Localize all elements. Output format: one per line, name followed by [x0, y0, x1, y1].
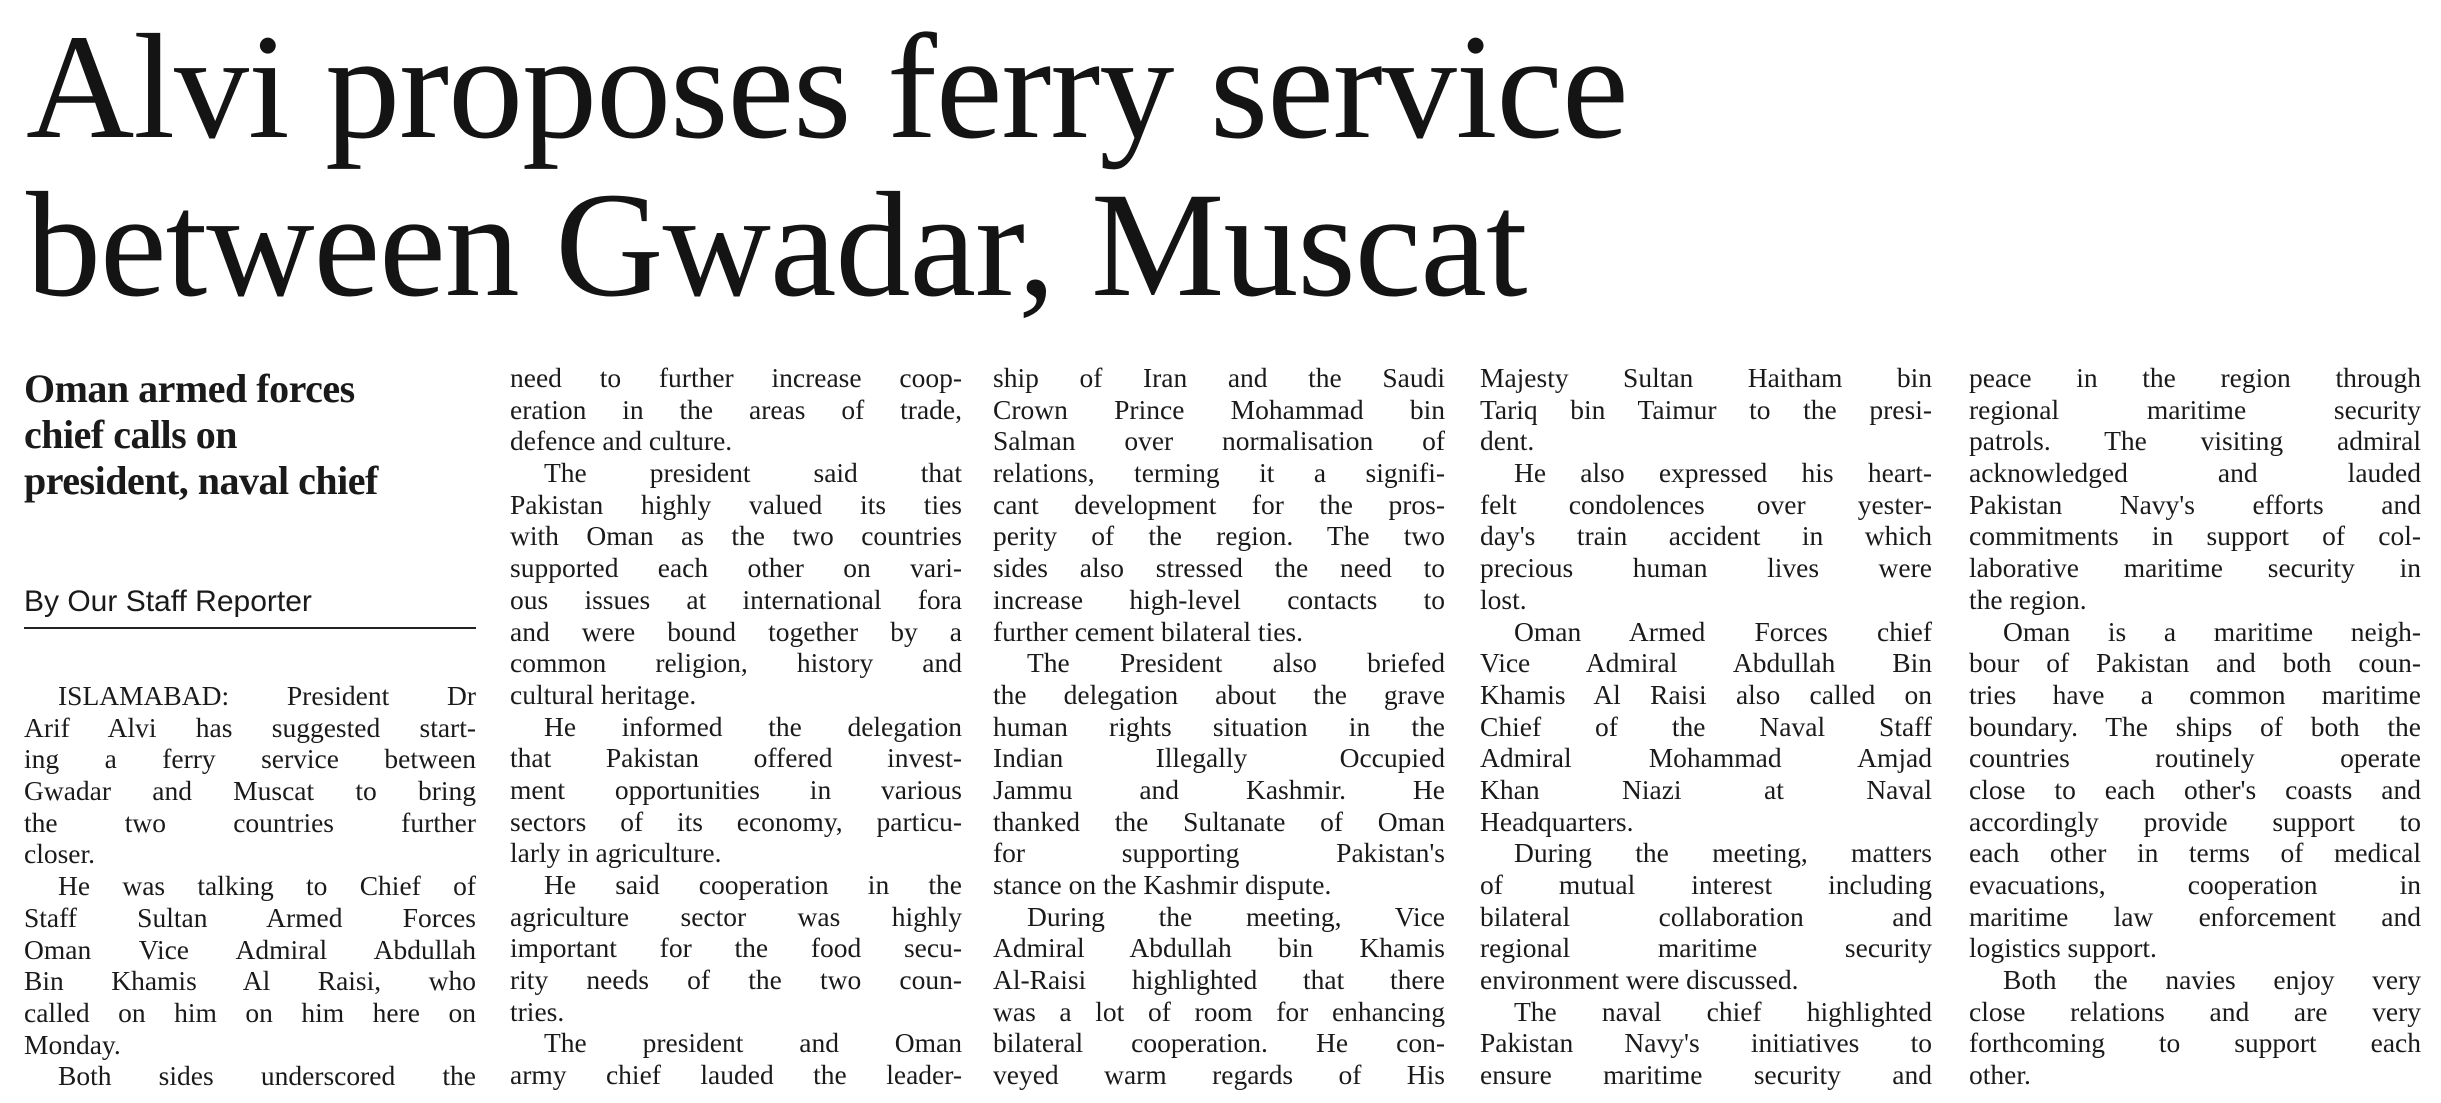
text-line: other.	[1969, 1059, 2031, 1091]
article-paragraph	[993, 362, 1445, 647]
text-line: ensure maritime security and	[1480, 1059, 1932, 1091]
article-column-5	[1969, 362, 2421, 1091]
byline: By Our Staff Reporter	[24, 585, 312, 618]
text-line: Khan Niazi at Naval	[1480, 773, 1932, 805]
text-line: He informed the delegation	[544, 710, 962, 742]
text-line: ISLAMABAD: President Dr	[58, 680, 476, 711]
text-line: Bin Khamis Al Raisi, who	[24, 965, 476, 997]
text-line: ing a ferry service between	[24, 743, 476, 775]
text-line: commitments in support of col-	[1969, 520, 2421, 552]
text-line: each other in terms of medical	[1969, 837, 2421, 869]
text-line: Gwadar and Muscat to bring	[24, 775, 476, 807]
text-line: regional maritime security	[1969, 393, 2421, 425]
text-line: close relations and are very	[1969, 995, 2421, 1027]
article-paragraph	[510, 362, 962, 457]
byline-divider	[24, 627, 476, 629]
text-line: need to further increase coop-	[510, 362, 962, 393]
text-line: stance on the Kashmir dispute.	[993, 869, 1332, 900]
text-line: for supporting Pakistan's	[993, 837, 1445, 869]
subheadline-line: Oman armed forces	[24, 366, 355, 411]
article-column-2	[510, 362, 962, 1091]
text-line: Salman over normalisation of	[993, 425, 1445, 457]
text-line: He also expressed his heart-	[1514, 457, 1932, 489]
text-line: maritime law enforcement and	[1969, 900, 2421, 932]
text-line: and were bound together by a	[510, 615, 962, 647]
subheadline-line: president, naval chief	[24, 458, 378, 503]
text-line: Arif Alvi has suggested start-	[24, 711, 476, 743]
text-line: Indian Illegally Occupied	[993, 742, 1445, 774]
text-line: dent.	[1480, 425, 1535, 457]
text-line: Tariq bin Taimur to the presi-	[1480, 393, 1932, 425]
text-line: was a lot of room for enhancing	[993, 995, 1445, 1027]
text-line: Admiral Mohammad Amjad	[1480, 742, 1932, 774]
headline-line: between Gwadar, Muscat	[26, 162, 1527, 328]
text-line: the two countries further	[24, 806, 476, 838]
text-line: perity of the region. The two	[993, 520, 1445, 552]
text-line: supported each other on vari-	[510, 552, 962, 584]
article-paragraph	[510, 1027, 962, 1090]
text-line: tries.	[510, 995, 565, 1027]
text-line: called on him on him here on	[24, 996, 476, 1028]
text-line: Pakistan highly valued its ties	[510, 488, 962, 520]
text-line: increase high-level contacts to	[993, 583, 1445, 615]
text-line: laborative maritime security in	[1969, 552, 2421, 584]
article-paragraph	[1969, 616, 2421, 965]
text-line: boundary. The ships of both the	[1969, 710, 2421, 742]
text-line: The President also briefed	[1027, 647, 1445, 679]
text-line: veyed warm regards of His	[993, 1059, 1445, 1091]
text-line: Both the navies enjoy very	[2003, 964, 2421, 996]
text-line: Both sides underscored the	[58, 1060, 476, 1092]
text-line: tries have a common maritime	[1969, 678, 2421, 710]
text-line: bilateral collaboration and	[1480, 900, 1932, 932]
text-line: sides also stressed the need to	[993, 552, 1445, 584]
article-paragraph	[1480, 362, 1932, 457]
article-paragraph	[1480, 616, 1932, 838]
text-line: rity needs of the two coun-	[510, 964, 962, 996]
text-line: the region.	[1969, 583, 2087, 615]
text-line: Headquarters.	[1480, 805, 1634, 837]
text-line: Chief of the Naval Staff	[1480, 710, 1932, 742]
text-line: important for the food secu-	[510, 932, 962, 964]
article-paragraph	[993, 901, 1445, 1091]
text-line: sectors of its economy, particu-	[510, 805, 962, 837]
text-line: lost.	[1480, 583, 1527, 615]
article-column-1	[24, 680, 476, 1092]
article-column-4	[1480, 362, 1932, 1091]
text-line: closer.	[24, 838, 96, 870]
text-line: precious human lives were	[1480, 552, 1932, 584]
article-paragraph	[993, 647, 1445, 901]
article-paragraph	[1480, 457, 1932, 615]
article-paragraph	[510, 457, 962, 711]
text-line: During the meeting, Vice	[1027, 900, 1445, 932]
text-line: of mutual interest including	[1480, 869, 1932, 900]
text-line: bour of Pakistan and both coun-	[1969, 647, 2421, 679]
text-line: Staff Sultan Armed Forces	[24, 901, 476, 933]
text-line: forthcoming to support each	[1969, 1027, 2421, 1059]
text-line: ship of Iran and the Saudi	[993, 362, 1445, 393]
subheadline-line: chief calls on	[24, 412, 237, 457]
text-line: Pakistan Navy's efforts and	[1969, 488, 2421, 520]
headline-line: Alvi proposes ferry service	[26, 4, 1628, 170]
text-line: environment were discussed.	[1480, 964, 1799, 996]
text-line: Crown Prince Mohammad bin	[993, 393, 1445, 425]
text-line: defence and culture.	[510, 425, 733, 457]
text-line: regional maritime security	[1480, 932, 1932, 964]
text-line: eration in the areas of trade,	[510, 393, 962, 425]
text-line: During the meeting, matters	[1514, 837, 1932, 869]
text-line: patrols. The visiting admiral	[1969, 425, 2421, 457]
article-paragraph	[1969, 362, 2421, 616]
text-line: Jammu and Kashmir. He	[993, 773, 1445, 805]
text-line: felt condolences over yester-	[1480, 488, 1932, 520]
text-line: He said cooperation in the	[544, 869, 962, 900]
text-line: logistics support.	[1969, 932, 2157, 964]
text-line: cant development for the pros-	[993, 488, 1445, 520]
text-line: cultural heritage.	[510, 678, 697, 710]
text-line: evacuations, cooperation in	[1969, 869, 2421, 900]
text-line: Khamis Al Raisi also called on	[1480, 678, 1932, 710]
text-line: with Oman as the two countries	[510, 520, 962, 552]
text-line: thanked the Sultanate of Oman	[993, 805, 1445, 837]
text-line: human rights situation in the	[993, 710, 1445, 742]
text-line: ous issues at international fora	[510, 583, 962, 615]
article-paragraph	[1969, 964, 2421, 1091]
text-line: Admiral Abdullah bin Khamis	[993, 932, 1445, 964]
text-line: larly in agriculture.	[510, 837, 722, 869]
article-paragraph	[24, 680, 476, 870]
subheadline	[24, 366, 476, 504]
text-line: Monday.	[24, 1028, 121, 1060]
text-line: day's train accident in which	[1480, 520, 1932, 552]
text-line: the delegation about the grave	[993, 678, 1445, 710]
text-line: The president said that	[544, 457, 962, 489]
text-line: agriculture sector was highly	[510, 900, 962, 932]
article-paragraph	[1480, 837, 1932, 995]
text-line: bilateral cooperation. He con-	[993, 1027, 1445, 1059]
text-line: peace in the region through	[1969, 362, 2421, 393]
article-paragraph	[24, 870, 476, 1060]
text-line: that Pakistan offered invest-	[510, 742, 962, 774]
text-line: The president and Oman	[544, 1027, 962, 1059]
text-line: acknowledged and lauded	[1969, 457, 2421, 489]
text-line: accordingly provide support to	[1969, 805, 2421, 837]
article-paragraph	[1480, 996, 1932, 1091]
text-line: army chief lauded the leader-	[510, 1059, 962, 1091]
headline	[26, 4, 2426, 328]
text-line: Pakistan Navy's initiatives to	[1480, 1027, 1932, 1059]
text-line: countries routinely operate	[1969, 742, 2421, 774]
text-line: Oman Vice Admiral Abdullah	[24, 933, 476, 965]
text-line: further cement bilateral ties.	[993, 615, 1303, 647]
text-line: Majesty Sultan Haitham bin	[1480, 362, 1932, 393]
text-line: Al-Raisi highlighted that there	[993, 964, 1445, 996]
text-line: The naval chief highlighted	[1514, 995, 1932, 1027]
text-line: ment opportunities in various	[510, 773, 962, 805]
article-paragraph	[510, 711, 962, 869]
text-line: Vice Admiral Abdullah Bin	[1480, 647, 1932, 679]
text-line: Oman Armed Forces chief	[1514, 615, 1932, 647]
text-line: relations, terming it a signifi-	[993, 457, 1445, 489]
text-line: close to each other's coasts and	[1969, 773, 2421, 805]
article-column-3	[993, 362, 1445, 1091]
article-paragraph	[24, 1060, 476, 1092]
text-line: common religion, history and	[510, 647, 962, 679]
text-line: Oman is a maritime neigh-	[2003, 615, 2421, 647]
text-line: He was talking to Chief of	[58, 870, 476, 902]
article-paragraph	[510, 869, 962, 1027]
